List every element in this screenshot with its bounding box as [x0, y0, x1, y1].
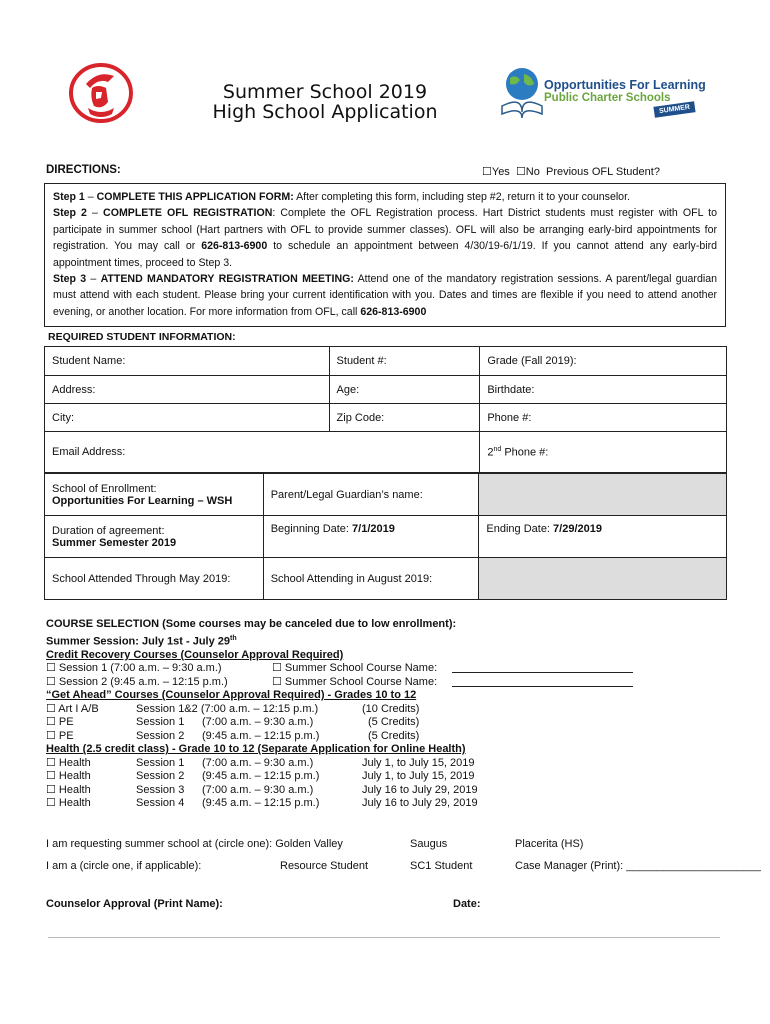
- health-time: (7:00 a.m. – 9:30 a.m.): [202, 756, 314, 769]
- health-course-checkbox[interactable]: ☐ Health: [46, 756, 91, 769]
- get-ahead-credits: (5 Credits): [368, 729, 420, 742]
- credit-recovery-heading: Credit Recovery Courses (Counselor Approval Required): [46, 648, 344, 661]
- globe-book-icon: [498, 66, 546, 122]
- health-dates: July 16 to July 29, 2019: [362, 783, 478, 796]
- get-ahead-credits: (5 Credits): [368, 716, 420, 729]
- student-info-heading: REQUIRED STUDENT INFORMATION:: [48, 331, 236, 343]
- step-3: Step 3 – ATTEND MANDATORY REGISTRATION MEETING: Attend one of the mandatory registration sessions. A parent/legal guardian must attend with each student. Please bring your current identification with you. Dates and times are flexible if you need to attend another evening, or another location. For more information from OFL, call 626-813-6900: [53, 273, 717, 318]
- health-session: Session 4: [136, 797, 185, 810]
- placerita-option[interactable]: Placerita (HS): [515, 838, 584, 850]
- title-line-2: High School Application: [212, 101, 438, 123]
- get-ahead-course-checkbox[interactable]: ☐ PE: [46, 716, 74, 729]
- request-lines: [46, 838, 761, 882]
- get-ahead-time: (9:45 a.m. – 12:15 p.m.): [202, 729, 320, 742]
- health-row[interactable]: [46, 770, 746, 784]
- step-2: Step 2 – COMPLETE OFL REGISTRATION: Complete the OFL Registration process. Hart District students must register with OFL to participate in summer school (Hart partners with OFL to provide summer classes). OFL will also be arranging early-bird appointments for registration. You may call or 626-813-6900 to schedule an appointment between 4/30/19-6/1/19. If you cannot attend any early-bird appointment times, proceed to Step 3.: [53, 207, 718, 269]
- resource-student-option[interactable]: Resource Student: [280, 860, 369, 872]
- school-attending-field[interactable]: School Attending in August 2019:: [263, 558, 479, 600]
- student-name-field[interactable]: Student Name:: [45, 347, 330, 376]
- city-field[interactable]: City:: [45, 404, 330, 432]
- school-mascot-logo: [68, 62, 134, 124]
- school-attended-field[interactable]: School Attended Through May 2019:: [45, 558, 264, 600]
- get-ahead-heading: “Get Ahead” Courses (Counselor Approval Required) - Grades 10 to 12: [46, 689, 417, 702]
- enrollment-table: [44, 473, 727, 600]
- credit-recovery-row[interactable]: [46, 662, 746, 676]
- health-time: (7:00 a.m. – 9:30 a.m.): [202, 783, 314, 796]
- summer-session-dates: Summer Session: July 1st - July 29th: [46, 634, 237, 648]
- health-course-checkbox[interactable]: ☐ Health: [46, 770, 91, 783]
- student-type-label: I am a (circle one, if applicable):: [46, 860, 202, 872]
- age-field[interactable]: Age:: [329, 376, 480, 404]
- sc1-student-option[interactable]: SC1 Student: [410, 860, 473, 872]
- email-field[interactable]: Email Address:: [45, 432, 480, 473]
- address-field[interactable]: Address:: [45, 376, 330, 404]
- health-time: (9:45 a.m. – 12:15 p.m.): [202, 770, 320, 783]
- footer-divider: [48, 937, 720, 938]
- health-row[interactable]: [46, 757, 746, 771]
- health-course-checkbox[interactable]: ☐ Health: [46, 783, 91, 796]
- health-heading: Health (2.5 credit class) - Grade 10 to 12 (Separate Application for Online Health): [46, 743, 466, 756]
- course-selection-heading: COURSE SELECTION (Some courses may be canceled due to low enrollment):: [46, 618, 457, 630]
- ofl-logo-line1: Opportunities For Learning: [544, 78, 706, 92]
- get-ahead-session: Session 1: [136, 716, 185, 729]
- student-info-table: [44, 346, 727, 473]
- approval-date-label[interactable]: Date:: [453, 898, 481, 910]
- saugus-option[interactable]: Saugus: [410, 838, 448, 850]
- previous-ofl-label: Previous OFL Student?: [546, 166, 660, 178]
- course-name-blank[interactable]: [452, 663, 633, 673]
- get-ahead-course-checkbox[interactable]: ☐ Art I A/B: [46, 702, 99, 715]
- health-dates: July 16 to July 29, 2019: [362, 797, 478, 810]
- directions-box: [44, 183, 726, 327]
- credit-recovery-row[interactable]: [46, 676, 746, 690]
- case-manager-field[interactable]: Case Manager (Print): ______________________: [515, 860, 761, 872]
- ending-date: Ending Date: 7/29/2019: [479, 516, 727, 558]
- counselor-approval-label[interactable]: Counselor Approval (Print Name):: [46, 898, 223, 910]
- phone-field[interactable]: Phone #:: [480, 404, 727, 432]
- no-checkbox[interactable]: ☐No: [515, 166, 540, 178]
- yes-checkbox[interactable]: ☐Yes: [482, 166, 510, 178]
- ofl-logo: [498, 66, 706, 122]
- health-session: Session 2: [136, 770, 185, 783]
- get-ahead-row[interactable]: [46, 716, 746, 730]
- credit-recovery-session-checkbox[interactable]: ☐ Session 1 (7:00 a.m. – 9:30 a.m.): [46, 662, 222, 675]
- get-ahead-session: Session 2: [136, 729, 185, 742]
- birthdate-field[interactable]: Birthdate:: [480, 376, 727, 404]
- second-phone-field[interactable]: 2nd Phone #:: [480, 432, 727, 473]
- credit-recovery-session-checkbox[interactable]: ☐ Session 2 (9:45 a.m. – 12:15 p.m.): [46, 675, 228, 688]
- title-line-1: Summer School 2019: [222, 81, 428, 103]
- zip-field[interactable]: Zip Code:: [329, 404, 480, 432]
- course-selection: [46, 618, 746, 811]
- summer-badge: SUMMER: [653, 101, 695, 118]
- course-name-checkbox[interactable]: ☐ Summer School Course Name:: [272, 675, 438, 688]
- location-request-label: I am requesting summer school at (circle one): Golden Valley: [46, 838, 343, 850]
- student-number-field[interactable]: Student #:: [329, 347, 480, 376]
- get-ahead-row[interactable]: [46, 703, 746, 717]
- get-ahead-credits: (10 Credits): [362, 702, 420, 715]
- get-ahead-course-checkbox[interactable]: ☐ PE: [46, 729, 74, 742]
- step-1: Step 1 – COMPLETE THIS APPLICATION FORM: After completing this form, including step #2, return it to your counselor.: [53, 191, 630, 203]
- duration-of-agreement: Duration of agreement: Summer Semester 2019: [45, 516, 264, 558]
- get-ahead-session: Session 1&2 (7:00 a.m. – 12:15 p.m.): [136, 702, 319, 715]
- beginning-date: Beginning Date: 7/1/2019: [263, 516, 479, 558]
- health-time: (9:45 a.m. – 12:15 p.m.): [202, 797, 320, 810]
- course-name-blank[interactable]: [452, 677, 633, 687]
- health-session: Session 3: [136, 783, 185, 796]
- health-row[interactable]: [46, 797, 746, 811]
- health-dates: July 1, to July 15, 2019: [362, 770, 475, 783]
- shaded-cell: [479, 474, 727, 516]
- grade-field[interactable]: Grade (Fall 2019):: [480, 347, 727, 376]
- school-of-enrollment: School of Enrollment: Opportunities For Learning – WSH: [45, 474, 264, 516]
- get-ahead-time: (7:00 a.m. – 9:30 a.m.): [202, 716, 314, 729]
- ofl-logo-line2: Public Charter Schools: [544, 92, 671, 104]
- guardian-name-field[interactable]: Parent/Legal Guardian’s name:: [263, 474, 479, 516]
- health-course-checkbox[interactable]: ☐ Health: [46, 797, 91, 810]
- previous-ofl-question: [482, 165, 660, 178]
- health-dates: July 1, to July 15, 2019: [362, 756, 475, 769]
- get-ahead-row[interactable]: [46, 730, 746, 744]
- course-name-checkbox[interactable]: ☐ Summer School Course Name:: [272, 662, 438, 675]
- health-row[interactable]: [46, 784, 746, 798]
- health-session: Session 1: [136, 756, 185, 769]
- shaded-cell: [479, 558, 727, 600]
- directions-label: DIRECTIONS:: [46, 164, 121, 176]
